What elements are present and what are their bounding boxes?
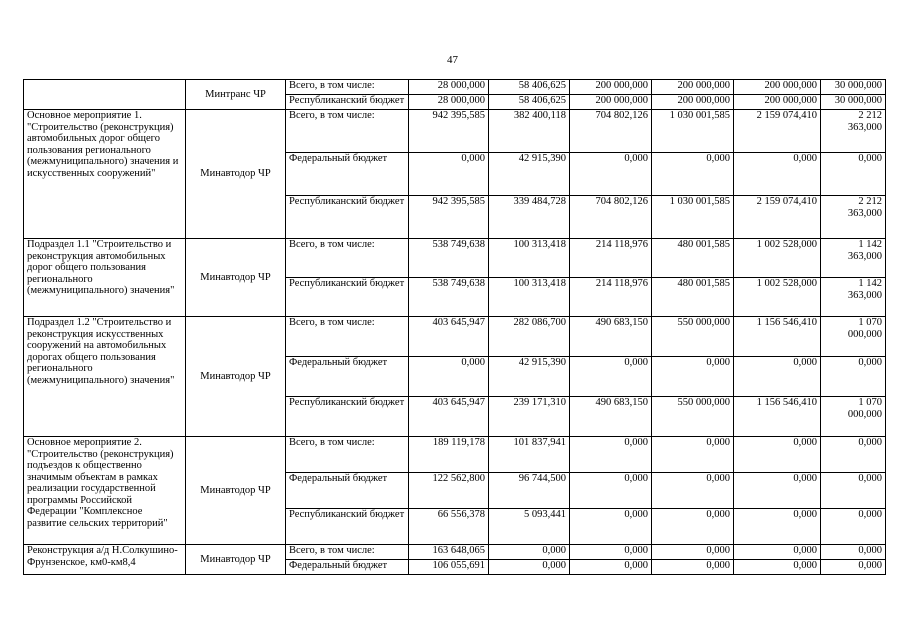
amount-cell: 490 683,150 <box>570 317 652 357</box>
amount-cell: 0,000 <box>821 153 886 196</box>
funding-source-cell: Всего, в том числе: <box>286 110 409 153</box>
responsible-org-cell: Минавтодор ЧР <box>186 317 286 437</box>
amount-cell: 0,000 <box>409 153 489 196</box>
amount-cell: 550 000,000 <box>652 397 734 437</box>
amount-cell: 480 001,585 <box>652 278 734 317</box>
amount-cell: 163 648,065 <box>409 545 489 560</box>
amount-cell: 0,000 <box>570 153 652 196</box>
responsible-org-cell: Минтранс ЧР <box>186 80 286 110</box>
amount-cell: 0,000 <box>570 473 652 509</box>
amount-cell: 1 070 000,000 <box>821 317 886 357</box>
amount-cell: 66 556,378 <box>409 509 489 545</box>
amount-cell: 0,000 <box>570 437 652 473</box>
amount-cell: 339 484,728 <box>489 196 570 239</box>
amount-cell: 0,000 <box>734 153 821 196</box>
amount-cell: 282 086,700 <box>489 317 570 357</box>
amount-cell: 1 142 363,000 <box>821 239 886 278</box>
activity-name-cell: Основное мероприятие 2. "Строительство (реконструкция) подъездов к общественно значимым объектам в рамках реализации государственной программы Российской Федерации "Комплексное развитие сельских территорий" <box>24 437 186 545</box>
amount-cell: 1 142 363,000 <box>821 278 886 317</box>
amount-cell: 122 562,800 <box>409 473 489 509</box>
amount-cell: 1 002 528,000 <box>734 239 821 278</box>
amount-cell: 538 749,638 <box>409 278 489 317</box>
amount-cell: 239 171,310 <box>489 397 570 437</box>
activity-name-cell <box>24 80 186 110</box>
funding-source-cell: Республиканский бюджет <box>286 509 409 545</box>
amount-cell: 1 070 000,000 <box>821 397 886 437</box>
amount-cell: 0,000 <box>734 357 821 397</box>
amount-cell: 200 000,000 <box>734 95 821 110</box>
amount-cell: 5 093,441 <box>489 509 570 545</box>
amount-cell: 106 055,691 <box>409 560 489 575</box>
funding-source-cell: Всего, в том числе: <box>286 80 409 95</box>
amount-cell: 382 400,118 <box>489 110 570 153</box>
amount-cell: 0,000 <box>821 509 886 545</box>
amount-cell: 101 837,941 <box>489 437 570 473</box>
amount-cell: 0,000 <box>821 545 886 560</box>
amount-cell: 42 915,390 <box>489 153 570 196</box>
amount-cell: 0,000 <box>652 473 734 509</box>
funding-source-cell: Федеральный бюджет <box>286 560 409 575</box>
budget-table <box>23 79 886 575</box>
table-row <box>24 545 886 560</box>
amount-cell: 0,000 <box>734 545 821 560</box>
amount-cell: 214 118,976 <box>570 239 652 278</box>
amount-cell: 0,000 <box>821 357 886 397</box>
funding-source-cell: Всего, в том числе: <box>286 437 409 473</box>
amount-cell: 480 001,585 <box>652 239 734 278</box>
amount-cell: 0,000 <box>489 545 570 560</box>
amount-cell: 0,000 <box>652 545 734 560</box>
amount-cell: 0,000 <box>652 357 734 397</box>
amount-cell: 942 395,585 <box>409 196 489 239</box>
amount-cell: 0,000 <box>652 509 734 545</box>
amount-cell: 100 313,418 <box>489 239 570 278</box>
table-row <box>24 80 886 95</box>
amount-cell: 704 802,126 <box>570 110 652 153</box>
amount-cell: 0,000 <box>652 153 734 196</box>
table-row <box>24 239 886 278</box>
responsible-org-cell: Минавтодор ЧР <box>186 437 286 545</box>
amount-cell: 2 159 074,410 <box>734 196 821 239</box>
funding-source-cell: Республиканский бюджет <box>286 397 409 437</box>
amount-cell: 0,000 <box>570 357 652 397</box>
amount-cell: 403 645,947 <box>409 317 489 357</box>
amount-cell: 200 000,000 <box>652 80 734 95</box>
amount-cell: 214 118,976 <box>570 278 652 317</box>
amount-cell: 200 000,000 <box>652 95 734 110</box>
responsible-org-cell: Минавтодор ЧР <box>186 239 286 317</box>
amount-cell: 942 395,585 <box>409 110 489 153</box>
amount-cell: 704 802,126 <box>570 196 652 239</box>
amount-cell: 30 000,000 <box>821 80 886 95</box>
responsible-org-cell: Минавтодор ЧР <box>186 110 286 239</box>
amount-cell: 58 406,625 <box>489 80 570 95</box>
amount-cell: 30 000,000 <box>821 95 886 110</box>
funding-source-cell: Всего, в том числе: <box>286 317 409 357</box>
amount-cell: 0,000 <box>821 437 886 473</box>
funding-source-cell: Республиканский бюджет <box>286 95 409 110</box>
amount-cell: 42 915,390 <box>489 357 570 397</box>
funding-source-cell: Федеральный бюджет <box>286 357 409 397</box>
activity-name-cell: Реконструкция а/д Н.Солкушино-Фрунзенское, км0-км8,4 <box>24 545 186 575</box>
amount-cell: 0,000 <box>652 437 734 473</box>
responsible-org-cell: Минавтодор ЧР <box>186 545 286 575</box>
amount-cell: 0,000 <box>734 437 821 473</box>
table-row <box>24 317 886 357</box>
amount-cell: 0,000 <box>734 560 821 575</box>
funding-source-cell: Всего, в том числе: <box>286 545 409 560</box>
amount-cell: 1 002 528,000 <box>734 278 821 317</box>
amount-cell: 2 212 363,000 <box>821 110 886 153</box>
amount-cell: 0,000 <box>821 473 886 509</box>
amount-cell: 100 313,418 <box>489 278 570 317</box>
amount-cell: 2 212 363,000 <box>821 196 886 239</box>
funding-source-cell: Всего, в том числе: <box>286 239 409 278</box>
page-number: 47 <box>447 54 458 66</box>
amount-cell: 200 000,000 <box>570 80 652 95</box>
funding-source-cell: Республиканский бюджет <box>286 196 409 239</box>
amount-cell: 1 156 546,410 <box>734 397 821 437</box>
funding-source-cell: Республиканский бюджет <box>286 278 409 317</box>
amount-cell: 0,000 <box>570 509 652 545</box>
amount-cell: 403 645,947 <box>409 397 489 437</box>
funding-source-cell: Федеральный бюджет <box>286 153 409 196</box>
table-row <box>24 110 886 153</box>
amount-cell: 1 030 001,585 <box>652 196 734 239</box>
funding-source-cell: Федеральный бюджет <box>286 473 409 509</box>
amount-cell: 58 406,625 <box>489 95 570 110</box>
amount-cell: 0,000 <box>489 560 570 575</box>
amount-cell: 0,000 <box>570 545 652 560</box>
amount-cell: 2 159 074,410 <box>734 110 821 153</box>
amount-cell: 96 744,500 <box>489 473 570 509</box>
amount-cell: 200 000,000 <box>570 95 652 110</box>
activity-name-cell: Основное мероприятие 1. "Строительство (реконструкция) автомобильных дорог общего пользования регионального (межмуниципального) значения и искусственных сооружений" <box>24 110 186 239</box>
amount-cell: 0,000 <box>652 560 734 575</box>
amount-cell: 189 119,178 <box>409 437 489 473</box>
amount-cell: 550 000,000 <box>652 317 734 357</box>
activity-name-cell: Подраздел 1.2 "Строительство и реконструкция искусственных сооружений на автомобильных дорогах общего пользования регионального (межмуниципального) значения" <box>24 317 186 437</box>
amount-cell: 0,000 <box>734 473 821 509</box>
amount-cell: 0,000 <box>409 357 489 397</box>
amount-cell: 0,000 <box>821 560 886 575</box>
amount-cell: 1 030 001,585 <box>652 110 734 153</box>
amount-cell: 28 000,000 <box>409 95 489 110</box>
amount-cell: 538 749,638 <box>409 239 489 278</box>
table-row <box>24 437 886 473</box>
amount-cell: 200 000,000 <box>734 80 821 95</box>
amount-cell: 1 156 546,410 <box>734 317 821 357</box>
amount-cell: 28 000,000 <box>409 80 489 95</box>
amount-cell: 0,000 <box>570 560 652 575</box>
amount-cell: 0,000 <box>734 509 821 545</box>
activity-name-cell: Подраздел 1.1 "Строительство и реконструкция автомобильных дорог общего пользования регионального (межмуниципального) значения" <box>24 239 186 317</box>
amount-cell: 490 683,150 <box>570 397 652 437</box>
